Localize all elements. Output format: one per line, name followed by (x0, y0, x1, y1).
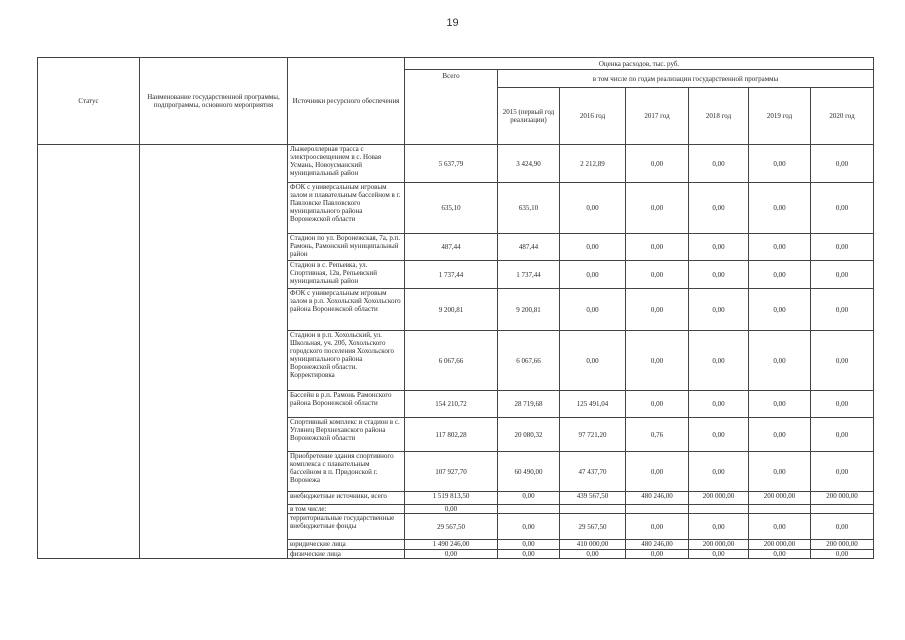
year-cell: 0,00 (749, 261, 811, 289)
year-cell: 0,00 (811, 145, 874, 183)
year-header: 2020 год (811, 88, 874, 145)
year-cell (689, 505, 749, 514)
by-years-header: в том числе по годам реализации государственной программы (498, 70, 874, 88)
year-header: 2015 (первый год реализации) (498, 88, 560, 145)
year-cell: 0,00 (626, 261, 689, 289)
funding-source-cell: в том числе: (288, 505, 405, 514)
year-cell: 6 067,66 (498, 331, 560, 391)
year-cell: 200 000,00 (749, 492, 811, 505)
funding-source-cell: территориальные государственные внебюджетные фонды (288, 514, 405, 540)
year-cell: 29 567,50 (560, 514, 626, 540)
total-cell: 6 067,66 (405, 331, 498, 391)
year-cell (626, 505, 689, 514)
funding-source-cell: Стадион по ул. Воронежская, 7а, р.п. Рамонь, Рамонский муниципальный район (288, 234, 405, 261)
year-cell: 200 000,00 (689, 540, 749, 550)
year-cell: 0,00 (749, 289, 811, 331)
status-header: Статус (38, 58, 140, 145)
year-cell: 0,00 (689, 418, 749, 452)
year-cell: 0,00 (749, 514, 811, 540)
table-body (38, 145, 874, 559)
total-cell: 117 802,28 (405, 418, 498, 452)
year-cell (560, 505, 626, 514)
year-cell: 0,00 (560, 234, 626, 261)
year-cell: 0,00 (749, 331, 811, 391)
year-cell: 0,00 (626, 514, 689, 540)
year-cell: 0,00 (498, 540, 560, 550)
budget-table (37, 57, 874, 559)
total-cell: 154 210,72 (405, 391, 498, 418)
total-cell: 1 519 813,50 (405, 492, 498, 505)
year-cell: 0,00 (689, 289, 749, 331)
year-cell: 0,00 (626, 550, 689, 559)
year-cell: 2 212,89 (560, 145, 626, 183)
year-cell: 0,00 (689, 183, 749, 234)
year-cell: 0,00 (811, 261, 874, 289)
year-cell: 0,00 (689, 514, 749, 540)
year-cell: 0,00 (811, 514, 874, 540)
total-cell: 5 637,79 (405, 145, 498, 183)
funding-source-cell: Стадион в р.п. Хохольский, ул. Школьная, уч. 20б, Хохольского городского поселения Хохольского муниципального района Воронежской области. Корректировка (288, 331, 405, 391)
total-header: Всего (405, 70, 498, 145)
year-header: 2019 год (749, 88, 811, 145)
total-cell: 29 567,50 (405, 514, 498, 540)
year-cell: 0,00 (498, 492, 560, 505)
year-cell: 0,00 (811, 418, 874, 452)
year-cell: 125 491,04 (560, 391, 626, 418)
funding-source-cell: ФОК с универсальным игровым залом и плавательным бассейном в г. Павловске Павловского муниципального района Воронежской области (288, 183, 405, 234)
funding-source-cell: Стадион в с. Репьевка, ул. Спортивная, 12в, Репьевский муниципальный район (288, 261, 405, 289)
year-cell: 0,00 (560, 550, 626, 559)
year-cell: 0,76 (626, 418, 689, 452)
year-cell (749, 505, 811, 514)
year-cell (811, 505, 874, 514)
year-cell: 0,00 (689, 550, 749, 559)
year-cell: 0,00 (749, 452, 811, 492)
year-cell: 0,00 (498, 550, 560, 559)
year-cell: 3 424,90 (498, 145, 560, 183)
year-cell: 0,00 (689, 391, 749, 418)
year-cell: 9 200,81 (498, 289, 560, 331)
year-cell: 0,00 (749, 145, 811, 183)
year-cell: 200 000,00 (811, 492, 874, 505)
program-name-header: Наименование государственной программы, подпрограммы, основного мероприятия (140, 58, 288, 145)
funding-source-cell: Спортивный комплекс и стадион в с. Углянец Верхнехавского района Воронежской области (288, 418, 405, 452)
year-cell: 0,00 (626, 331, 689, 391)
year-cell: 0,00 (560, 331, 626, 391)
year-cell: 480 246,00 (626, 492, 689, 505)
funding-sources-header: Источники ресурсного обеспечения (288, 58, 405, 145)
year-cell: 0,00 (811, 289, 874, 331)
year-cell: 0,00 (689, 234, 749, 261)
year-cell: 439 567,50 (560, 492, 626, 505)
funding-source-cell: Бассейн в р.п. Рамонь Рамонского района Воронежской области (288, 391, 405, 418)
year-cell: 200 000,00 (811, 540, 874, 550)
year-cell: 0,00 (560, 289, 626, 331)
total-cell: 487,44 (405, 234, 498, 261)
year-cell: 0,00 (689, 452, 749, 492)
year-cell: 20 080,32 (498, 418, 560, 452)
year-cell: 0,00 (560, 183, 626, 234)
year-cell: 0,00 (811, 331, 874, 391)
program-name-cell (140, 145, 288, 559)
year-cell: 0,00 (626, 391, 689, 418)
status-cell (38, 145, 140, 559)
year-cell: 635,10 (498, 183, 560, 234)
year-cell: 200 000,00 (749, 540, 811, 550)
year-cell: 0,00 (689, 261, 749, 289)
year-cell: 0,00 (811, 452, 874, 492)
funding-source-cell: физические лица (288, 550, 405, 559)
year-cell: 0,00 (811, 234, 874, 261)
funding-source-cell: юридические лица (288, 540, 405, 550)
year-cell: 0,00 (689, 145, 749, 183)
year-cell: 0,00 (689, 331, 749, 391)
year-cell (498, 505, 560, 514)
funding-source-cell: внебюджетные источники, всего (288, 492, 405, 505)
year-cell: 480 246,00 (626, 540, 689, 550)
year-cell: 0,00 (626, 183, 689, 234)
year-cell: 60 490,00 (498, 452, 560, 492)
year-cell: 0,00 (811, 550, 874, 559)
year-cell: 410 000,00 (560, 540, 626, 550)
total-cell: 9 200,81 (405, 289, 498, 331)
year-cell: 0,00 (749, 234, 811, 261)
year-cell: 28 719,68 (498, 391, 560, 418)
year-cell: 0,00 (626, 145, 689, 183)
funding-source-cell: Лыжероллерная трасса с электроосвещением в с. Новая Усмань, Новоусманский муниципальный район (288, 145, 405, 183)
table-row (38, 145, 874, 183)
year-cell: 0,00 (626, 452, 689, 492)
year-cell: 0,00 (749, 183, 811, 234)
year-cell: 0,00 (498, 514, 560, 540)
page-number: 19 (446, 17, 459, 29)
year-cell: 0,00 (811, 183, 874, 234)
total-cell: 107 927,70 (405, 452, 498, 492)
year-cell: 487,44 (498, 234, 560, 261)
total-cell: 1 737,44 (405, 261, 498, 289)
funding-source-cell: ФОК с универсальным игровым залом в р.п. Хохольский Хохольского района Воронежской области (288, 289, 405, 331)
table-header (38, 58, 874, 145)
year-cell: 0,00 (749, 391, 811, 418)
year-cell: 97 721,20 (560, 418, 626, 452)
year-header: 2017 год (626, 88, 689, 145)
year-header: 2016 год (560, 88, 626, 145)
total-cell: 0,00 (405, 550, 498, 559)
year-cell: 200 000,00 (689, 492, 749, 505)
cost-estimate-header: Оценка расходов, тыс. руб. (405, 58, 874, 70)
year-cell: 47 437,70 (560, 452, 626, 492)
year-cell: 0,00 (749, 418, 811, 452)
year-cell: 0,00 (811, 391, 874, 418)
total-cell: 635,10 (405, 183, 498, 234)
year-header: 2018 год (689, 88, 749, 145)
total-cell: 0,00 (405, 505, 498, 514)
funding-source-cell: Приобретение здания спортивного комплекса с плавательным бассейном в п. Придонской г. Воронежа (288, 452, 405, 492)
year-cell: 0,00 (626, 234, 689, 261)
year-cell: 1 737,44 (498, 261, 560, 289)
year-cell: 0,00 (749, 550, 811, 559)
year-cell: 0,00 (560, 261, 626, 289)
year-cell: 0,00 (626, 289, 689, 331)
total-cell: 1 490 246,00 (405, 540, 498, 550)
